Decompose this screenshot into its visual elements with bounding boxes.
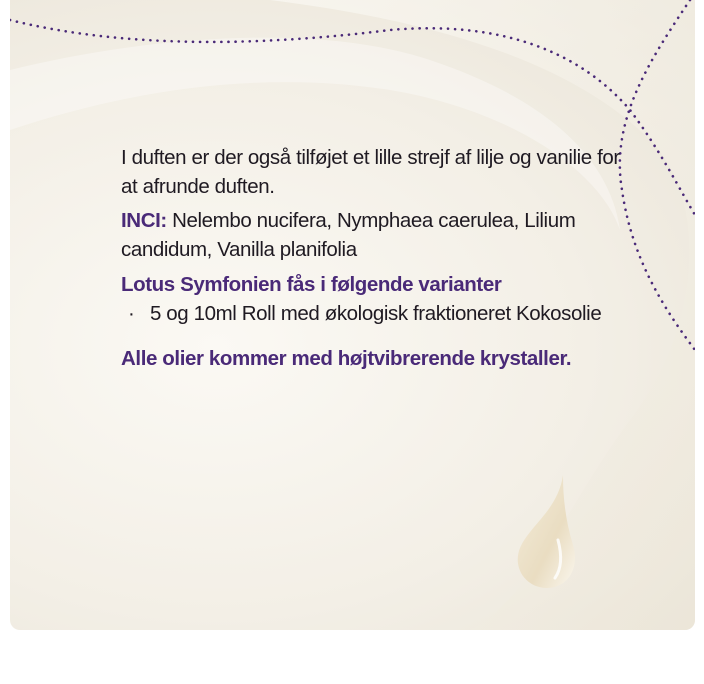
- variants-heading: Lotus Symfonien fås i følgende varianter: [121, 273, 502, 296]
- droplet-shape: [518, 475, 575, 588]
- list-item: [128, 299, 641, 328]
- inci-text: Nelembo nucifera, Nymphaea caerulea, Lilium candidum, Vanilla planifolia: [121, 209, 576, 261]
- intro-paragraph: I duften er der også tilføjet et lille strejf af lilje og vanilie for at afrunde duften.: [121, 146, 620, 198]
- bullet-icon: ·: [128, 302, 135, 325]
- product-card: [10, 0, 695, 630]
- variant-text: 5 og 10ml Roll med økologisk fraktioneret Kokosolie: [150, 302, 602, 325]
- description-block: [121, 143, 641, 373]
- inci-paragraph: [121, 206, 641, 264]
- crystals-note: Alle olier kommer med højtvibrerende krystaller.: [121, 347, 572, 370]
- inci-label: INCI:: [121, 209, 167, 232]
